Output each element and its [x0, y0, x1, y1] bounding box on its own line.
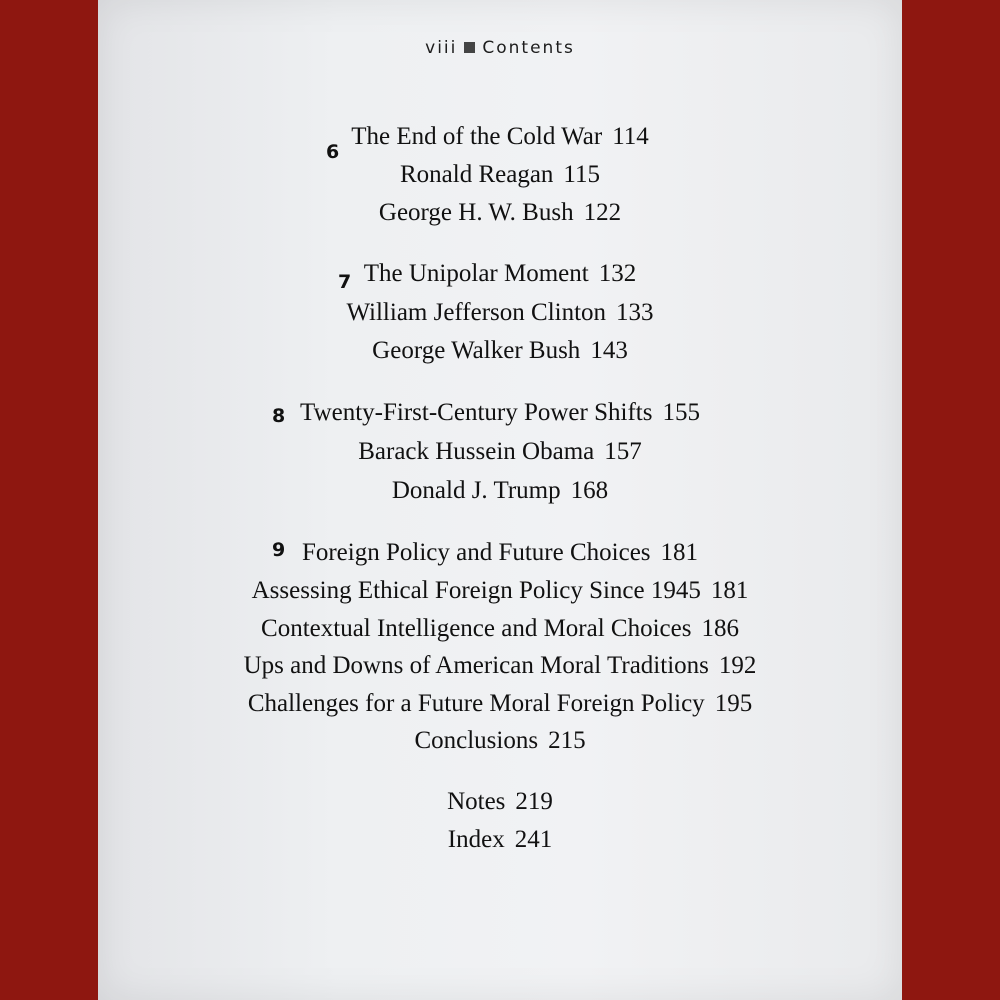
- page-number: 157: [604, 438, 642, 465]
- running-head: [98, 38, 902, 58]
- page-number: 122: [583, 199, 622, 226]
- section-title: Barack Hussein Obama: [358, 438, 595, 465]
- square-bullet-icon: [464, 42, 475, 53]
- chapter-title: Twenty-First-Century Power Shifts: [300, 399, 653, 426]
- chapter-heading: [0, 260, 1000, 288]
- chapter-heading: [0, 539, 1000, 567]
- section-title: Ups and Downs of American Moral Traditions: [243, 652, 709, 679]
- chapter-title: Foreign Policy and Future Choices: [301, 539, 651, 566]
- chapter-number: 8: [272, 405, 286, 427]
- chapter-number: 7: [338, 271, 352, 293]
- section-title: George Walker Bush: [372, 337, 581, 364]
- page-number: 114: [612, 123, 649, 150]
- page-number: 195: [714, 690, 753, 717]
- page-number: 143: [590, 337, 628, 364]
- section-entry: [0, 652, 1000, 680]
- section-title: Assessing Ethical Foreign Policy Since 1945: [251, 577, 701, 604]
- page-number: 186: [701, 615, 739, 642]
- section-entry: [0, 337, 1000, 365]
- page-number: 241: [514, 826, 553, 853]
- page-number: 155: [662, 399, 700, 426]
- section-entry: [0, 615, 1000, 643]
- section-entry: [0, 727, 1000, 755]
- chapter-heading: [0, 399, 1000, 427]
- page-number: 115: [563, 161, 600, 188]
- section-title: Conclusions: [414, 727, 539, 754]
- back-matter-title: Notes: [447, 788, 506, 815]
- section-entry: [0, 299, 1000, 327]
- page-number: 181: [660, 539, 699, 566]
- section-entry: [0, 161, 1000, 189]
- page-number: 133: [616, 299, 654, 326]
- section-entry: [0, 199, 1000, 227]
- section-title: Challenges for a Future Moral Foreign Policy: [247, 690, 705, 717]
- back-matter-entry: [0, 826, 1000, 854]
- section-entry: [0, 477, 1000, 505]
- section-entry: [0, 438, 1000, 466]
- folio: viii: [425, 38, 458, 58]
- section-title: Contextual Intelligence and Moral Choices: [261, 615, 692, 642]
- page-number: 219: [515, 788, 553, 815]
- chapter-number: 9: [272, 539, 286, 561]
- chapter-heading: [0, 123, 1000, 151]
- section-title: William Jefferson Clinton: [346, 299, 607, 326]
- back-matter-title: Index: [447, 826, 505, 853]
- section-entry: [0, 577, 1000, 605]
- page-number: 215: [548, 727, 586, 754]
- section-title: Donald J. Trump: [391, 477, 561, 504]
- page-number: 181: [710, 577, 749, 604]
- page-number: 168: [570, 477, 609, 504]
- page-number: 192: [718, 652, 757, 679]
- chapter-title: The End of the Cold War: [351, 123, 603, 150]
- back-matter-entry: [0, 788, 1000, 816]
- chapter-title: The Unipolar Moment: [363, 260, 589, 287]
- running-head-title: Contents: [482, 38, 575, 58]
- chapter-number: 6: [326, 141, 340, 163]
- section-title: Ronald Reagan: [399, 161, 554, 188]
- page-number: 132: [598, 260, 637, 287]
- section-entry: [0, 690, 1000, 718]
- section-title: George H. W. Bush: [378, 199, 574, 226]
